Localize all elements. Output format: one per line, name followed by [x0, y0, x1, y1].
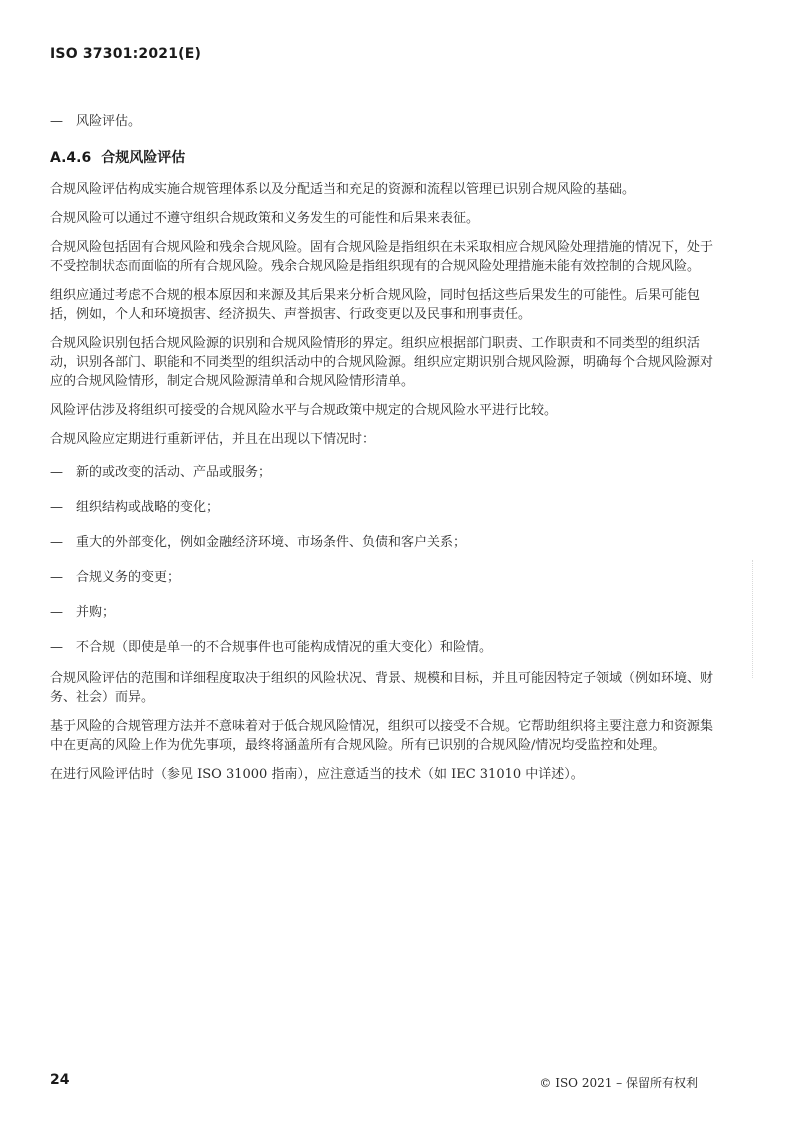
dash-marker: — [50, 640, 63, 655]
list-item [50, 603, 715, 622]
list-item [50, 498, 715, 517]
paragraph: 合规风险识别包括合规风险源的识别和合规风险情形的界定。组织应根据部门职责、工作职责和不同类型的组织活动，识别各部门、职能和不同类型的组织活动中的合规风险源。组织应定期识别合规风险源，明确每个合规风险源对应的合规风险情形，制定合规风险源清单和合规风险情形清单。 [50, 336, 714, 389]
section-number: A.4.6 [50, 150, 92, 166]
paragraph: 风险评估涉及将组织可接受的合规风险水平与合规政策中规定的合规风险水平进行比较。 [50, 403, 558, 418]
list-item-text: 合规义务的变更； [76, 570, 181, 585]
dash-marker: — [50, 570, 63, 585]
document-identifier: ISO 37301:2021(E) [50, 46, 202, 62]
paragraph: 在进行风险评估时（参见 ISO 31000 指南），应注意适当的技术（如 IEC 31010 中详述）。 [50, 767, 584, 782]
list-item [50, 568, 715, 587]
list-item-text: 新的或改变的活动、产品或服务； [76, 465, 272, 480]
paragraph: 合规风险评估的范围和详细程度取决于组织的风险状况、背景、规模和目标，并且可能因特定子领域（例如环境、财务、社会）而异。 [50, 671, 714, 705]
list-item [50, 463, 715, 482]
paragraph: 合规风险可以通过不遵守组织合规政策和义务发生的可能性和后果来表征。 [50, 211, 480, 226]
dash-marker: — [50, 114, 63, 129]
section-title: 合规风险评估 [101, 150, 186, 166]
page-number: 24 [50, 1072, 70, 1088]
list-item [50, 112, 715, 131]
list-item [50, 638, 715, 657]
paragraph: 合规风险包括固有合规风险和残余合规风险。固有合规风险是指组织在未采取相应合规风险处理措施的情况下，处于不受控制状态而面临的所有合规风险。残余合规风险是指组织现有的合规风险处理措施未能有效控制的合规风险。 [50, 240, 714, 274]
dash-marker: — [50, 605, 63, 620]
list-item-text: 风险评估。 [76, 114, 142, 129]
list-item-text: 重大的外部变化，例如金融经济环境、市场条件、负债和客户关系； [76, 535, 467, 550]
dash-marker: — [50, 465, 63, 480]
paragraph: 组织应通过考虑不合规的根本原因和来源及其后果来分析合规风险，同时包括这些后果发生的可能性。后果可能包括，例如，个人和环境损害、经济损失、声誉损害、行政变更以及民事和刑事责任。 [50, 288, 701, 322]
margin-watermark [752, 560, 757, 678]
list-item-text: 不合规（即使是单一的不合规事件也可能构成情况的重大变化）和险情。 [76, 640, 493, 655]
dash-marker: — [50, 500, 63, 515]
dash-marker: — [50, 535, 63, 550]
paragraph: 合规风险评估构成实施合规管理体系以及分配适当和充足的资源和流程以管理已识别合规风险的基础。 [50, 182, 636, 197]
list-item-text: 并购； [76, 605, 116, 620]
list-item-text: 组织结构或战略的变化； [76, 500, 220, 515]
paragraph: 基于风险的合规管理方法并不意味着对于低合规风险情况，组织可以接受不合规。它帮助组织将主要注意力和资源集中在更高的风险上作为优先事项，最终将涵盖所有合规风险。所有已识别的合规风险/情况均受监控和处理。 [50, 719, 714, 753]
page-content [50, 112, 715, 794]
paragraph: 合规风险应定期进行重新评估，并且在出现以下情况时： [50, 432, 376, 447]
list-item [50, 533, 715, 552]
copyright-notice: © ISO 2021 – 保留所有权利 [539, 1076, 698, 1090]
section-heading [50, 149, 715, 168]
